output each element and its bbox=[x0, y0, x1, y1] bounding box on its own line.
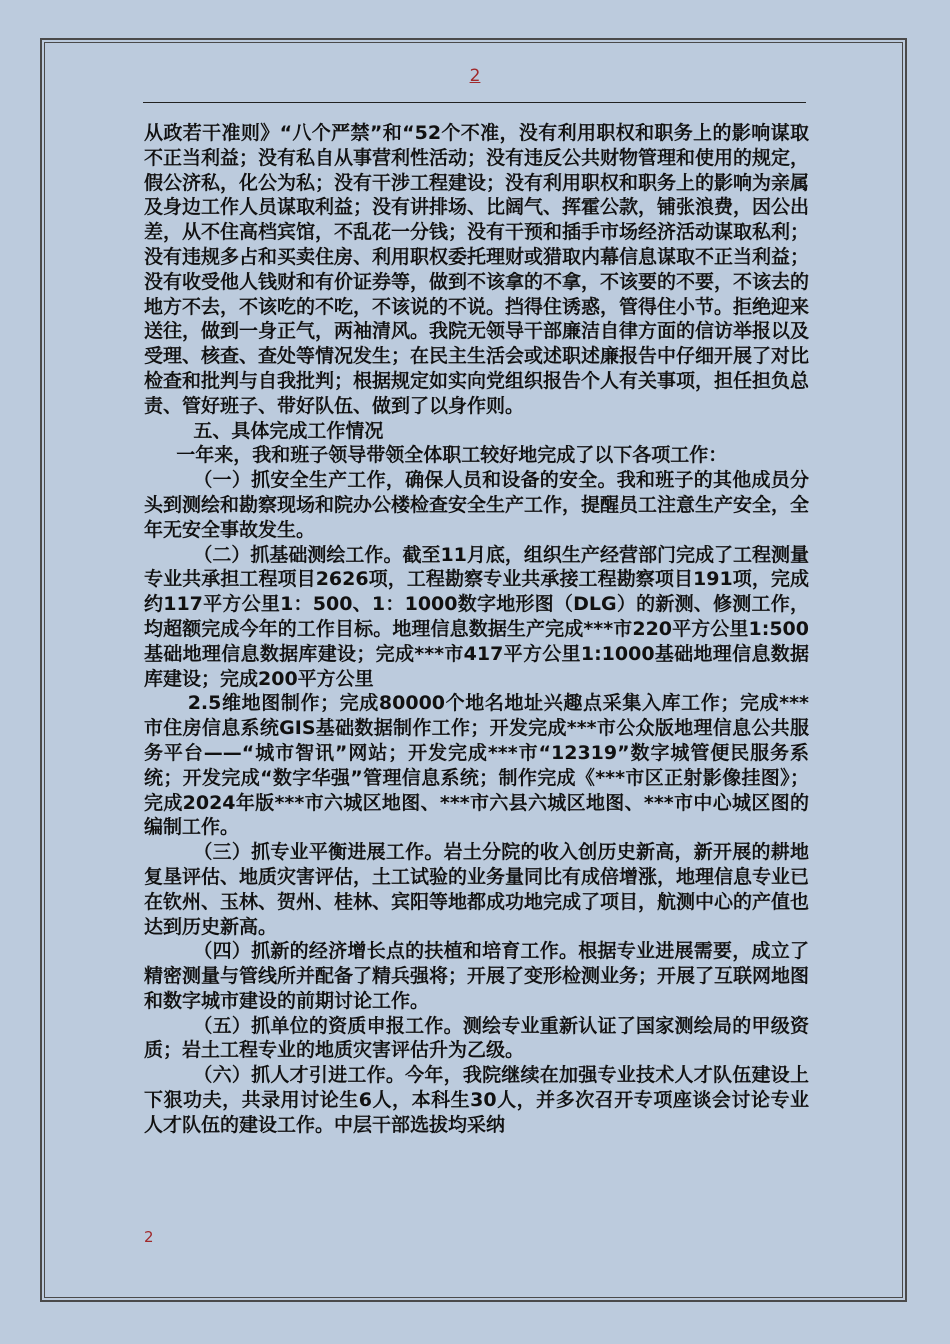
paragraph-item-5: （五）抓单位的资质申报工作。测绘专业重新认证了国家测绘局的甲级资质；岩土工程专业的地质灾害评估升为乙级。 bbox=[144, 1014, 809, 1062]
header-page-number: 2 bbox=[469, 66, 481, 86]
document-body bbox=[144, 121, 809, 1138]
paragraph-item-2: （二）抓基础测绘工作。截至11月底，组织生产经营部门完成了工程测量专业共承担工程项目2626项，工程勘察专业共承接工程勘察项目191项，完成约117平方公里1：500、1：1000数字地形图（DLG）的新测、修测工作，均超额完成今年的工作目标。地理信息数据生产完成***市220平方公里1:500基础地理信息数据库建设；完成***市417平方公里1:1000基础地理信息数据库建设；完成200平方公里 bbox=[144, 543, 809, 690]
paragraph-integrity: 从政若干准则》“八个严禁”和“52个不准，没有利用职权和职务上的影响谋取不正当利益；没有私自从事营利性活动；没有违反公共财物管理和使用的规定，假公济私，化公为私；没有干涉工程建设；没有利用职权和职务上的影响为亲属及身边工作人员谋取利益；没有讲排场、比阔气、挥霍公款，铺张浪费，因公出差，从不住高档宾馆，不乱花一分钱；没有干预和插手市场经济活动谋取私利；没有违规多占和买卖住房、利用职权委托理财或猎取内幕信息谋取不正当利益；没有收受他人钱财和有价证券等，做到不该拿的不拿，不该要的不要，不该去的地方不去，不该吃的不吃，不该说的不说。挡得住诱惑，管得住小节。拒绝迎来送往，做到一身正气，两袖清风。我院无领导干部廉洁自律方面的信访举报以及受理、核查、查处等情况发生；在民主生活会或述职述廉报告中仔细开展了对比检查和批判与自我批判；根据规定如实向党组织报告个人有关事项，担任担负总责、管好班子、带好队伍、做到了以身作则。 bbox=[144, 122, 810, 417]
paragraph-intro: 一年来，我和班子领导带领全体职工较好地完成了以下各项工作： bbox=[176, 444, 728, 467]
paragraph-item-4: （四）抓新的经济增长点的扶植和培育工作。根据专业进展需要，成立了精密测量与管线所并配备了精兵强将；开展了变形检测业务；开展了互联网地图和数字城市建设的前期讨论工作。 bbox=[144, 940, 810, 1012]
footer-page-number: 2 bbox=[144, 1228, 154, 1246]
header-divider bbox=[143, 102, 806, 103]
paragraph-item-1: （一）抓安全生产工作，确保人员和设备的安全。我和班子的其他成员分头到测绘和勘察现场和院办公楼检查安全生产工作，提醒员工注意生产安全，全年无安全事故发生。 bbox=[144, 469, 810, 541]
paragraph-item-3: （三）抓专业平衡进展工作。岩土分院的收入创历史新高，新开展的耕地复垦评估、地质灾害评估，土工试验的业务量同比有成倍增涨，地理信息专业已在钦州、玉林、贺州、桂林、宾阳等地都成功地完成了项目，航测中心的产值也达到历史新高。 bbox=[144, 841, 810, 938]
paragraph-item-6: （六）抓人才引进工作。今年，我院继续在加强专业技术人才队伍建设上下狠功夫，共录用讨论生6人，本科生30人，并多次召开专项座谈会讨论专业人才队伍的建设工作。中层干部选拔均采纳 bbox=[144, 1064, 809, 1136]
paragraph-item-2-continued: 2.5维地图制作；完成80000个地名地址兴趣点采集入库工作；完成***市住房信息系统GIS基础数据制作工作；开发完成***市公众版地理信息公共服务平台——“城市智讯”网站；开发完成***市“12319”数字城管便民服务系统；开发完成“数字华强”管理信息系统；制作完成《***市区正射影像挂图》；完成2024年版***市六城区地图、***市六县六城区地图、***市中心城区图的编制工作。 bbox=[144, 692, 809, 839]
section-heading-5: 五、具体完成工作情况 bbox=[193, 419, 384, 442]
